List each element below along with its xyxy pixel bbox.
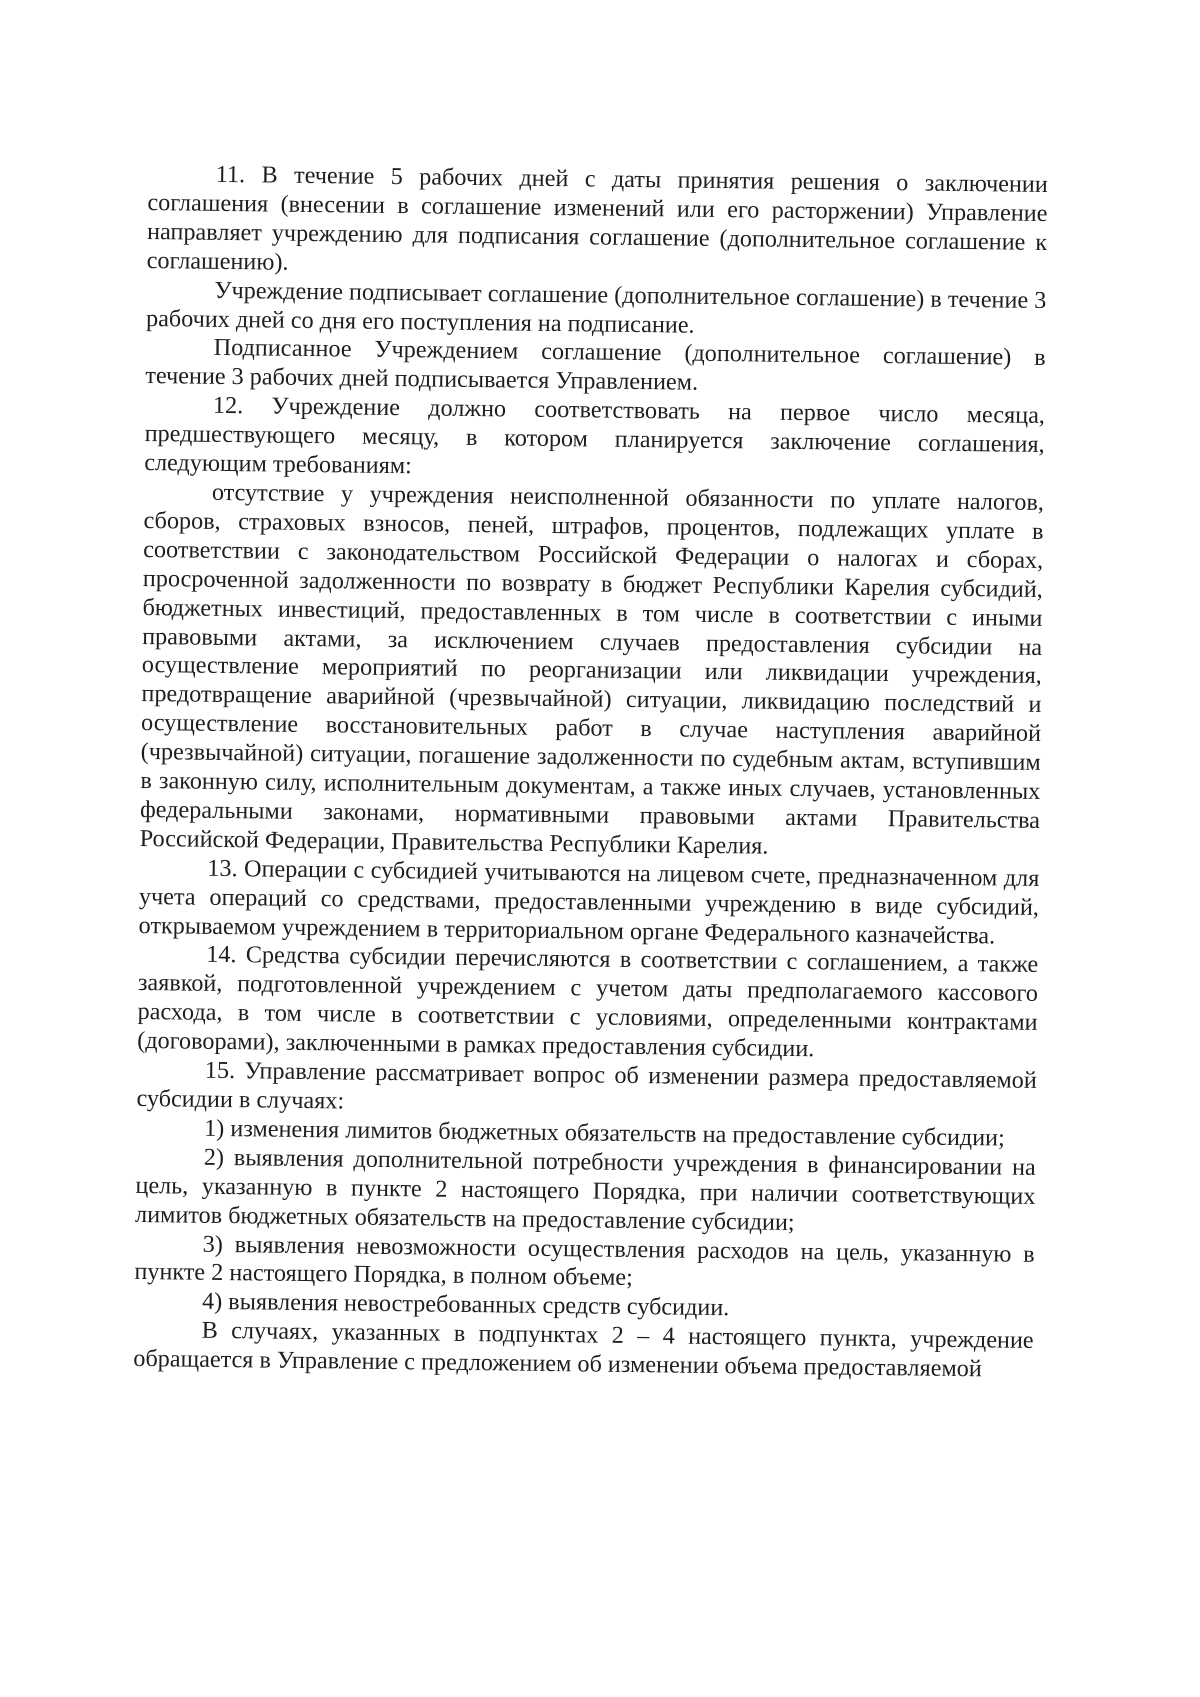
paragraph-15-cases: В случаях, указанных в подпунктах 2 – 4 настоящего пункта, учреждение обращается в Управление с предложением об изменении объема предоставляемой	[133, 1316, 1034, 1383]
paragraph-15-item-1: 1) изменения лимитов бюджетных обязательств на предоставление субсидии;	[204, 1114, 1005, 1152]
paragraph-11: 11. В течение 5 рабочих дней с даты принятия решения о заключении соглашения (внесении в соглашение изменений или его расторжении) Управление направляет учреждению для подписания соглашение (дополнительное соглашение к соглашению).	[146, 160, 1048, 276]
paragraph-12: 12. Учреждение должно соответствовать на первое число месяца, предшествующего месяцу, в котором планируется заключение соглашения, следующим требованиям:	[144, 392, 1046, 480]
paragraph-15-item-4: 4) выявления невостребованных средств субсидии.	[201, 1288, 730, 1322]
paragraph-15-item-3: 3) выявления невозможности осуществления расходов на цель, указанную в пункте 2 настоящего Порядка, в полном объеме;	[134, 1230, 1035, 1292]
document-body	[133, 160, 1048, 1385]
paragraph-15: 15. Управление рассматривает вопрос об изменении размера предоставляемой субсидии в случаях:	[136, 1056, 1037, 1115]
paragraph-15-item-2: 2) выявления дополнительной потребности учреждения в финансировании на цель, указанную в пункте 2 настоящего Порядка, при наличии соответствующих лимитов бюджетных обязательств на предоставление субсидии;	[134, 1143, 1036, 1236]
paragraph-14: 14. Средства субсидии перечисляются в соответствии с соглашением, а также заявкой, подготовленной учреждением с учетом даты предполагаемого кассового расхода, в том числе в соответствии с условиями, определенными контрактами (договорами), заключенными в рамках предоставления субсидии.	[137, 941, 1039, 1063]
paragraph-13: 13. Операции с субсидией учитываются на лицевом счете, предназначенном для учета операций со средствами, предоставленными учреждению в виде субсидий, открываемом учреждением в территориальном органе Федерального казначейства.	[138, 854, 1040, 949]
paragraph-signing: Учреждение подписывает соглашение (дополнительное соглашение) в течение 3 рабочих дней со дня его поступления на подписание.	[145, 276, 1047, 339]
paragraph-12-requirement: отсутствие у учреждения неисполненной обязанности по уплате налогов, сборов, страховых взносов, пеней, штрафов, процентов, подлежащих уплате в соответствии с законодательством Российской Федерации о налогах и сборах, просроченной задолженности по возврату в бюджет Республики Карелия субсидий, бюджетных инвестиций, предоставленных в том числе в соответствии с иными правовыми актами, за исключением случаев предоставления субсидии на осуществление мероприятий по реорганизации или ликвидации учреждения, предотвращение аварийной (чрезвычайной) ситуации, ликвидацию последствий и осуществление восстановительных работ в случае наступления аварийной (чрезвычайной) ситуации, погашение задолженности по судебным актам, вступившим в законную силу, исполнительным документам, а также иных случаев, установленных федеральными законами, нормативными правовыми актами Правительства Российской Федерации, Правительства Республики Карелия.	[139, 478, 1045, 860]
paragraph-signed: Подписанное Учреждением соглашение (дополнительное соглашение) в течение 3 рабочих дней подписывается Управлением.	[145, 334, 1046, 397]
